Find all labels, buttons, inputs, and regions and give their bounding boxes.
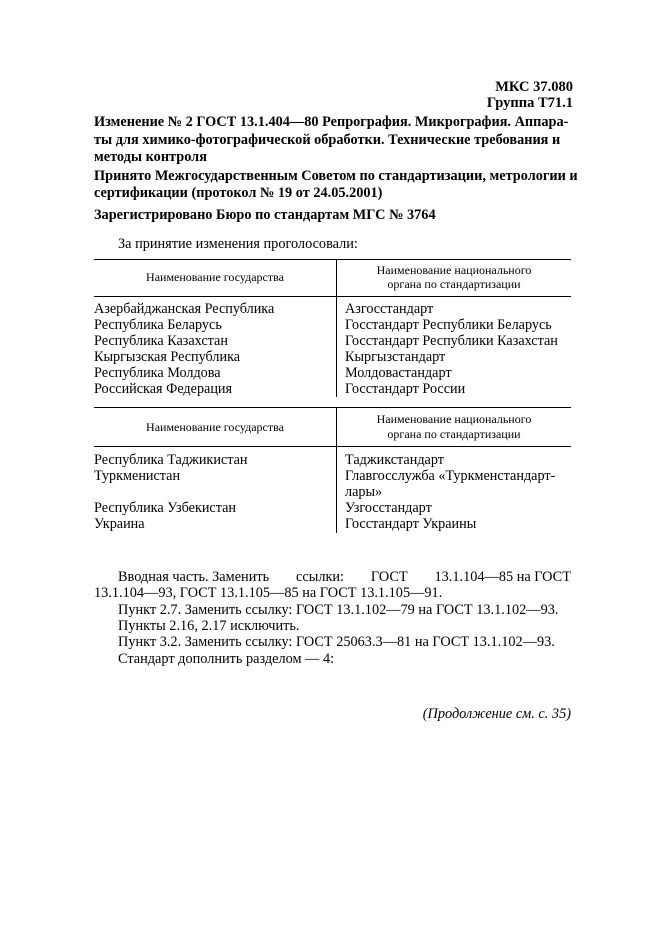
table-1-state: Российская Федерация (94, 381, 233, 397)
table-2-col2-header-line-2: органа по стандартизации (387, 427, 521, 441)
table-1-state: Республика Казахстан (94, 333, 228, 349)
table-1-col2-header-line-1: Наименование национального (376, 263, 532, 277)
p1-part: ссылки: (296, 569, 345, 585)
table-2-col1-header: Наименование государства (146, 420, 284, 434)
paragraph-2: Пункт 2.7. Заменить ссылку: ГОСТ 13.1.102—79 на ГОСТ 13.1.102—93. (118, 602, 559, 618)
table-1-organ: Госстандарт России (345, 381, 466, 397)
title-line-1: Изменение № 2 ГОСТ 13.1.404—80 Репрография. Микрография. Аппара- (94, 114, 569, 130)
table-1-organ: Госстандарт Республики Беларусь (345, 317, 552, 333)
voted-intro: За принятие изменения проголосовали: (118, 236, 358, 252)
table-2-organ: Госстандарт Украины (345, 516, 477, 532)
title-line-3: методы контроля (94, 149, 207, 165)
table-1-state: Республика Молдова (94, 365, 221, 381)
group-code: Группа Т71.1 (486, 95, 573, 111)
table-1-state: Кыргызская Республика (94, 349, 241, 365)
table-2-state: Республика Узбекистан (94, 500, 236, 516)
table-2-top-rule (94, 407, 571, 408)
table-2-header-rule (94, 446, 571, 447)
p1-part: ГОСТ (370, 569, 408, 585)
adopted-line-1: Принято Межгосударственным Советом по стандартизации, метрологии и (94, 168, 578, 184)
table-2-organ: Узгосстандарт (345, 500, 432, 516)
table-1-top-rule (94, 259, 571, 260)
title-line-2: ты для химико-фотографической обработки. Технические требования и (94, 132, 561, 148)
table-1-organ: Кыргызстандарт (345, 349, 446, 365)
p1-part: Вводная часть. Заменить (118, 569, 270, 585)
continuation-note: (Продолжение см. с. 35) (422, 706, 571, 722)
p1-part: 13.1.104—85 на ГОСТ (434, 569, 571, 585)
table-1-organ: Госстандарт Республики Казахстан (345, 333, 558, 349)
table-1-header-rule (94, 296, 571, 297)
table-2-organ: Главгосслужба «Туркменстандарт- (345, 468, 556, 484)
paragraph-3: Пункты 2.16, 2.17 исключить. (118, 618, 300, 634)
table-1-col2-header-line-2: органа по стандартизации (387, 277, 521, 291)
mks-code: МКС 37.080 (495, 79, 573, 95)
table-1-organ: Азгосстандарт (345, 301, 434, 317)
paragraph-1-line-2: 13.1.104—93, ГОСТ 13.1.105—85 на ГОСТ 13.1.105—91. (94, 585, 443, 601)
table-2-state: Украина (94, 516, 145, 532)
adopted-line-2: сертификации (протокол № 19 от 24.05.2001) (94, 185, 383, 201)
table-1-organ: Молдовастандарт (345, 365, 452, 381)
paragraph-1-line-1 (118, 569, 571, 586)
paragraph-4: Пункт 3.2. Заменить ссылку: ГОСТ 25063.3—81 на ГОСТ 13.1.102—93. (118, 634, 555, 650)
table-2-col2-header-line-1: Наименование национального (376, 412, 532, 426)
table-1-col1-header: Наименование государства (146, 270, 284, 284)
registered-line: Зарегистрировано Бюро по стандартам МГС № 3764 (94, 207, 436, 223)
table-1-state: Азербайджанская Республика (94, 301, 275, 317)
table-2-organ-continuation: лары» (345, 484, 383, 500)
table-2-state: Туркменистан (94, 468, 181, 484)
table-2-state: Республика Таджикистан (94, 452, 248, 468)
table-2-organ: Таджикстандарт (345, 452, 444, 468)
paragraph-5: Стандарт дополнить разделом — 4: (118, 651, 335, 667)
table-1-state: Республика Беларусь (94, 317, 222, 333)
